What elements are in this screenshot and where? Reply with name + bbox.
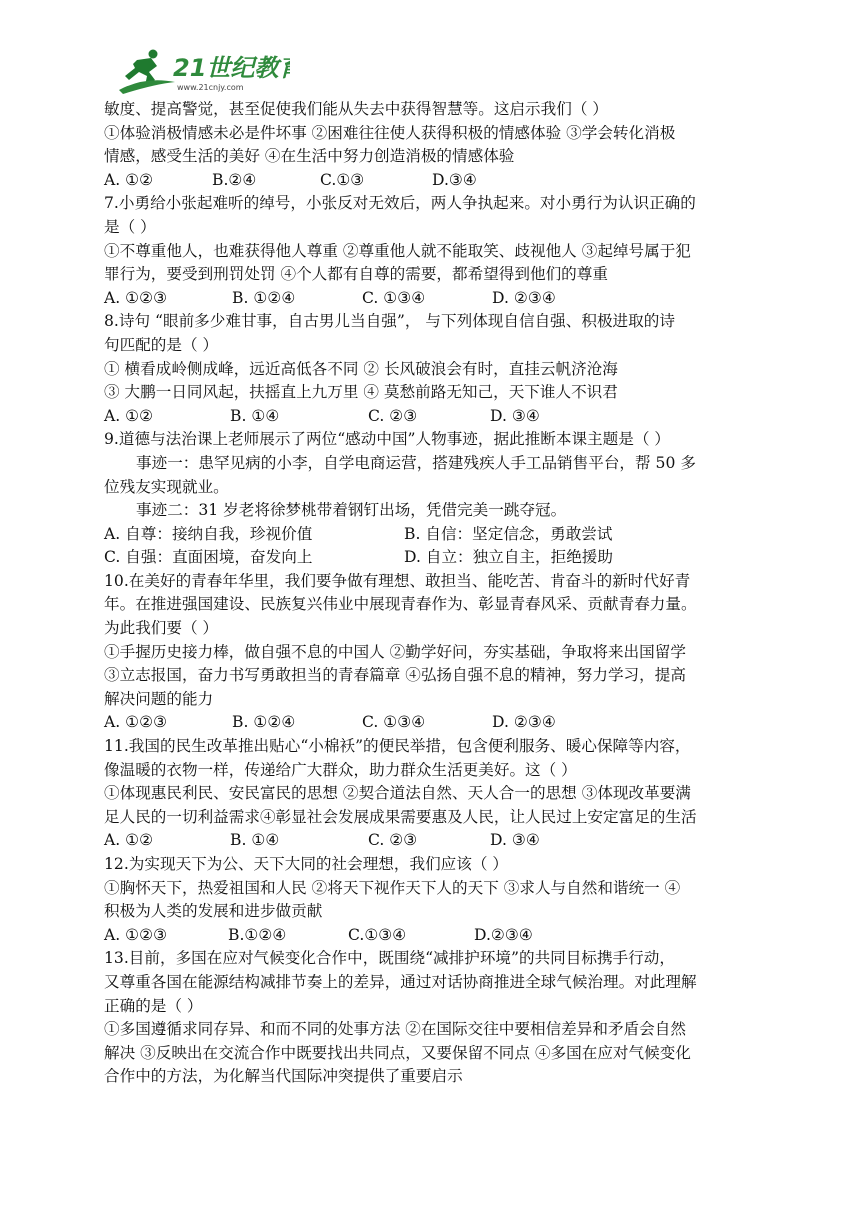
option-a: A. ①② bbox=[104, 170, 154, 189]
option-a: A. 自尊：接纳自我，珍视价值 bbox=[104, 524, 313, 543]
question-7-statements-cont: 罪行为，要受到刑罚处罚 ④个人都有自尊的需要，都希望得到他们的尊重 bbox=[104, 265, 608, 284]
question-6-statements-cont: 情感，感受生活的美好 ④在生活中努力创造消极的情感体验 bbox=[104, 147, 515, 166]
question-9-story-1: 事迹一：患罕见病的小李，自学电商运营，搭建残疾人手工品销售平台，帮 50 多 bbox=[136, 453, 696, 472]
question-7-options bbox=[104, 287, 764, 311]
site-logo bbox=[115, 46, 290, 96]
question-10-statements: ①手握历史接力棒，做自强不息的中国人 ②勤学好问，夯实基础，争取将来出国留学 bbox=[104, 642, 686, 661]
question-11-statements: ①体现惠民利民、安民富民的思想 ②契合道法自然、天人合一的思想 ③体现改革要满 bbox=[104, 784, 691, 803]
question-13-stem-cont: 又尊重各国在能源结构减排节奏上的差异，通过对话协商推进全球气候治理。对此理解 bbox=[104, 972, 697, 991]
question-13-statements: ①多国遵循求同存异、和而不同的处事方法 ②在国际交往中要相信差异和矛盾会自然 bbox=[104, 1020, 686, 1039]
option-d: D. 自立：独立自主，拒绝援助 bbox=[404, 548, 613, 567]
option-d: D. ②③④ bbox=[492, 288, 556, 307]
question-13-stem: 13.目前，多国在应对气候变化合作中，既围绕“减排护环境”的共同目标携手行动， bbox=[104, 949, 675, 968]
question-13-statements-cont: 解决 ③反映出在交流合作中既要找出共同点，又要保留不同点 ④多国在应对气候变化 bbox=[104, 1043, 691, 1062]
option-d: D. ③④ bbox=[490, 831, 540, 850]
question-7-statements: ①不尊重他人，也难获得他人尊重 ②尊重他人就不能取笑、歧视他人 ③起绰号属于犯 bbox=[104, 241, 691, 260]
option-a: A. ①②③ bbox=[104, 288, 168, 307]
option-b: B.②④ bbox=[212, 170, 257, 189]
option-a: A. ①② bbox=[104, 831, 154, 850]
option-d: D.③④ bbox=[432, 170, 477, 189]
question-9-stem: 9.道德与法治课上老师展示了两位“感动中国”人物事迹，据此推断本课主题是（ ） bbox=[104, 430, 670, 449]
option-d: D. ②③④ bbox=[492, 713, 556, 732]
question-10-options bbox=[104, 711, 764, 735]
option-a: A. ①②③ bbox=[104, 925, 168, 944]
question-10-statements-cont: 解决问题的能力 bbox=[104, 689, 214, 708]
option-b: B. ①④ bbox=[230, 831, 280, 850]
option-d: D. ③④ bbox=[490, 406, 540, 425]
option-c: C. ①③④ bbox=[362, 713, 426, 732]
question-9-options-row-1 bbox=[104, 523, 764, 547]
question-12-statements: ①胸怀天下，热爱祖国和人民 ②将天下视作天下人的天下 ③求人与自然和谐统一 ④ bbox=[104, 878, 681, 897]
option-c: C. ②③ bbox=[368, 406, 418, 425]
option-c: C.①③ bbox=[320, 170, 365, 189]
question-13-statements-cont: 合作中的方法，为化解当代国际冲突提供了重要启示 bbox=[104, 1067, 463, 1086]
question-10-statements-cont: ③立志报国，奋力书写勇敢担当的青春篇章 ④弘扬自强不息的精神，努力学习，提高 bbox=[104, 666, 686, 685]
question-6-options bbox=[104, 169, 764, 193]
question-6-statements: ①体验消极情感未必是件坏事 ②困难往往使人获得积极的情感体验 ③学会转化消极 bbox=[104, 123, 676, 142]
option-b: B. ①②④ bbox=[232, 288, 296, 307]
question-11-stem: 11.我国的民生改革推出贴心“小棉袄”的便民举措，包含便利服务、暖心保障等内容， bbox=[104, 737, 691, 756]
question-8-statements: ① 横看成岭侧成峰，远近高低各不同 ② 长风破浪会有时，直挂云帆济沧海 bbox=[104, 359, 618, 378]
question-8-stem-cont: 句匹配的是（ ） bbox=[104, 335, 219, 354]
question-10-stem-cont: 为此我们要（ ） bbox=[104, 619, 219, 638]
question-9-options-row-2 bbox=[104, 546, 764, 570]
option-b: B. ①②④ bbox=[232, 713, 296, 732]
exam-content bbox=[104, 98, 764, 1089]
question-8-options bbox=[104, 405, 764, 429]
question-9-story-1-cont: 位残友实现就业。 bbox=[104, 477, 229, 496]
option-a: A. ①② bbox=[104, 406, 154, 425]
option-b: B.①②④ bbox=[228, 925, 287, 944]
option-d: D.②③④ bbox=[474, 925, 533, 944]
question-6-stem-end: 敏度、提高警觉，甚至促使我们能从失去中获得智慧等。这启示我们（ ） bbox=[104, 100, 608, 118]
question-12-statements-cont: 积极为人类的发展和进步做贡献 bbox=[104, 902, 323, 921]
svg-text:21世纪教育: 21世纪教育 bbox=[173, 54, 290, 82]
question-10-stem-cont: 年。在推进强国建设、民族复兴伟业中展现青春作为、彰显青春风采、贡献青春力量。 bbox=[104, 595, 697, 614]
question-12-options bbox=[104, 924, 764, 948]
option-c: C. 自强：直面困境，奋发向上 bbox=[104, 548, 313, 567]
question-10-stem: 10.在美好的青春年华里，我们要争做有理想、敢担当、能吃苦、肯奋斗的新时代好青 bbox=[104, 571, 691, 590]
question-13-stem-cont: 正确的是（ ） bbox=[104, 996, 203, 1015]
option-c: C. ②③ bbox=[368, 831, 418, 850]
question-11-options bbox=[104, 829, 764, 853]
question-9-story-2: 事迹二：31 岁老将徐梦桃带着钢钉出场，凭借完美一跳夺冠。 bbox=[136, 501, 567, 520]
option-c: C. ①③④ bbox=[362, 288, 426, 307]
svg-text:www.21cnjy.com: www.21cnjy.com bbox=[177, 83, 244, 92]
question-7-stem: 7.小勇给小张起难听的绰号，小张反对无效后，两人争执起来。对小勇行为认识正确的 bbox=[104, 194, 696, 213]
runner-logo-icon bbox=[115, 46, 290, 96]
question-7-stem-cont: 是（ ） bbox=[104, 217, 156, 236]
question-11-stem-cont: 像温暖的衣物一样，传递给广大群众，助力群众生活更美好。这（ ） bbox=[104, 760, 577, 779]
question-11-statements-cont: 足人民的一切利益需求④彰显社会发展成果需要惠及人民，让人民过上安定富足的生活 bbox=[104, 807, 697, 826]
question-8-statements-cont: ③ 大鹏一日同风起，扶摇直上九万里 ④ 莫愁前路无知己，天下谁人不识君 bbox=[104, 383, 618, 402]
option-b: B. ①④ bbox=[230, 406, 280, 425]
option-a: A. ①②③ bbox=[104, 713, 168, 732]
option-c: C.①③④ bbox=[348, 925, 407, 944]
option-b: B. 自信：坚定信念，勇敢尝试 bbox=[404, 524, 613, 543]
question-12-stem: 12.为实现天下为公、天下大同的社会理想，我们应该（ ） bbox=[104, 855, 509, 873]
question-8-stem: 8.诗句 “眼前多少难甘事，自古男儿当自强”， 与下列体现自信自强、积极进取的诗 bbox=[104, 312, 675, 331]
